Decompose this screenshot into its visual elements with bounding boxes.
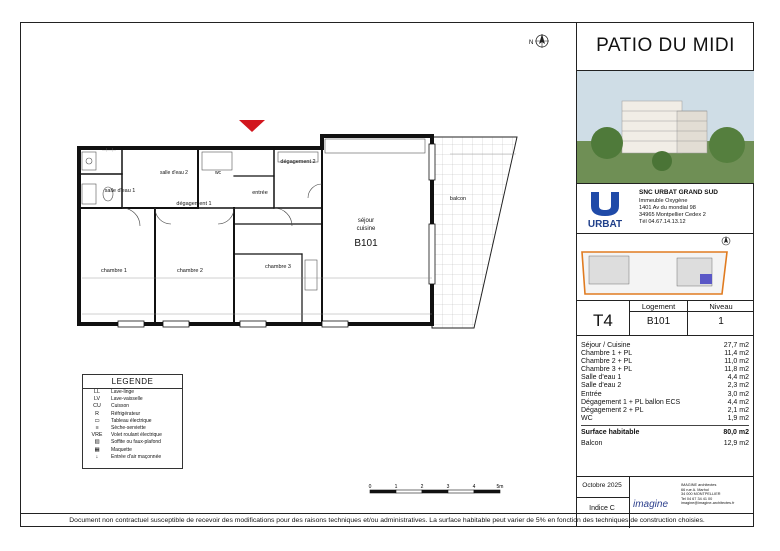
urbat-logo-icon (583, 190, 627, 230)
room-row: Salle d'eau 1 4,4 m2 (581, 374, 749, 382)
label-cuisine: cuisine (356, 226, 376, 232)
title-block (576, 22, 754, 527)
balcon-row: Balcon 12,9 m2 (581, 440, 749, 448)
legend-item: ▨ Soffite ou faux-plafond (94, 439, 161, 446)
scale-bar (368, 484, 508, 504)
legend-item: R Réfrigérateur (95, 410, 141, 417)
legend-item: ≡ Sèche-serviette (95, 424, 146, 431)
surface-habitable-row: Surface habitable 80,0 m2 (581, 428, 749, 436)
scale-tick: 3 (446, 484, 450, 490)
legend-item: LL Lave-linge (94, 389, 135, 395)
room-areas-table (581, 342, 749, 448)
room-row: Dégagement 2 + PL 2,1 m2 (581, 406, 749, 414)
architect-address: IMAGINE architectes 66 rue A. Marhol 34 000 MONTPELLIER Tel 04 67 34 41 00 imagine@imagine-architectes.fr (681, 483, 735, 506)
legend-item: ▭ Tableau électrique (94, 417, 152, 424)
unit-info (577, 301, 754, 336)
room-row: Chambre 1 + PL 11,4 m2 (581, 350, 749, 358)
entrance-marker-icon (239, 120, 265, 132)
logement-label: Logement (641, 302, 676, 311)
revision-indice: Indice C (589, 505, 615, 512)
north-arrow-icon (529, 34, 549, 48)
key-plan (577, 234, 754, 301)
label-unit: B101 (354, 238, 378, 249)
label-salle-eau1: salle d'eau 1 (104, 188, 136, 194)
architect-logo: imagine (633, 499, 669, 510)
room-row: Salle d'eau 2 2,3 m2 (581, 382, 749, 390)
north-arrow-icon (722, 236, 730, 245)
label-balcon: balcon (449, 196, 467, 202)
scale-tick: 1 (394, 484, 398, 490)
room-row: Chambre 3 + PL 11,8 m2 (581, 366, 749, 374)
legend (82, 374, 183, 469)
label-degagement1: dégagement 1 (176, 201, 212, 207)
project-title: PATIO DU MIDI (577, 22, 754, 71)
legend-item: LV Lave-vaisselle (93, 396, 143, 403)
room-row: WC 1,9 m2 (581, 414, 749, 422)
disclaimer: Document non contractuel susceptible de recevoir des modifications pour des raisons techniques et/ou administratives. La surface habitable peut varier de 5% en fonction des techniques de construction choisies. (20, 513, 754, 527)
scale-tick: 4 (472, 484, 476, 490)
revision-date: Octobre 2025 (582, 482, 622, 489)
balcony-area (432, 137, 517, 328)
label-entree: entrée (252, 190, 268, 196)
legend-item: ▦ Maquette (94, 446, 132, 453)
room-row: Chambre 2 + PL 11,0 m2 (581, 358, 749, 366)
legend-item: ↓ Entrée d'air maçonnée (95, 453, 162, 460)
svg-text:N: N (529, 40, 534, 46)
legend-title: LEGENDE (83, 375, 182, 389)
svg-text:URBAT: URBAT (587, 219, 623, 230)
logement-value: B101 (646, 316, 671, 327)
developer-address: Immeuble Oxygène 1401 Av du mondial 98 34965 Montpellier Cedex 2 Tél 04.67.14.13.12 (639, 198, 706, 225)
scale-tick: 5m (496, 484, 504, 490)
building-photo (577, 71, 754, 184)
scale-tick: 0 (368, 484, 372, 490)
room-row: Dégagement 1 + PL ballon ECS 4,4 m2 (581, 398, 749, 406)
legend-item: CU Cuisson (93, 403, 130, 410)
scale-tick: 2 (420, 484, 424, 490)
room-row: Entrée 3,0 m2 (581, 390, 749, 398)
label-sejour: séjour (357, 218, 375, 224)
label-degagement2: dégagement 2 (280, 159, 316, 165)
legend-item: VRE Volet roulant électrique (91, 432, 162, 439)
label-chambre1: chambre 1 (101, 268, 127, 274)
label-wc: wc (214, 170, 222, 176)
unit-type: T4 (593, 311, 613, 330)
niveau-value: 1 (718, 316, 724, 327)
label-salle-eau2: salle d'eau 2 (160, 170, 188, 176)
developer-name: SNC URBAT GRAND SUD (639, 189, 718, 196)
label-chambre2: chambre 2 (177, 268, 203, 274)
room-row: Séjour / Cuisine 27,7 m2 (581, 342, 749, 349)
label-chambre3: chambre 3 (265, 264, 291, 270)
developer-block (577, 184, 754, 234)
niveau-label: Niveau (709, 302, 733, 311)
